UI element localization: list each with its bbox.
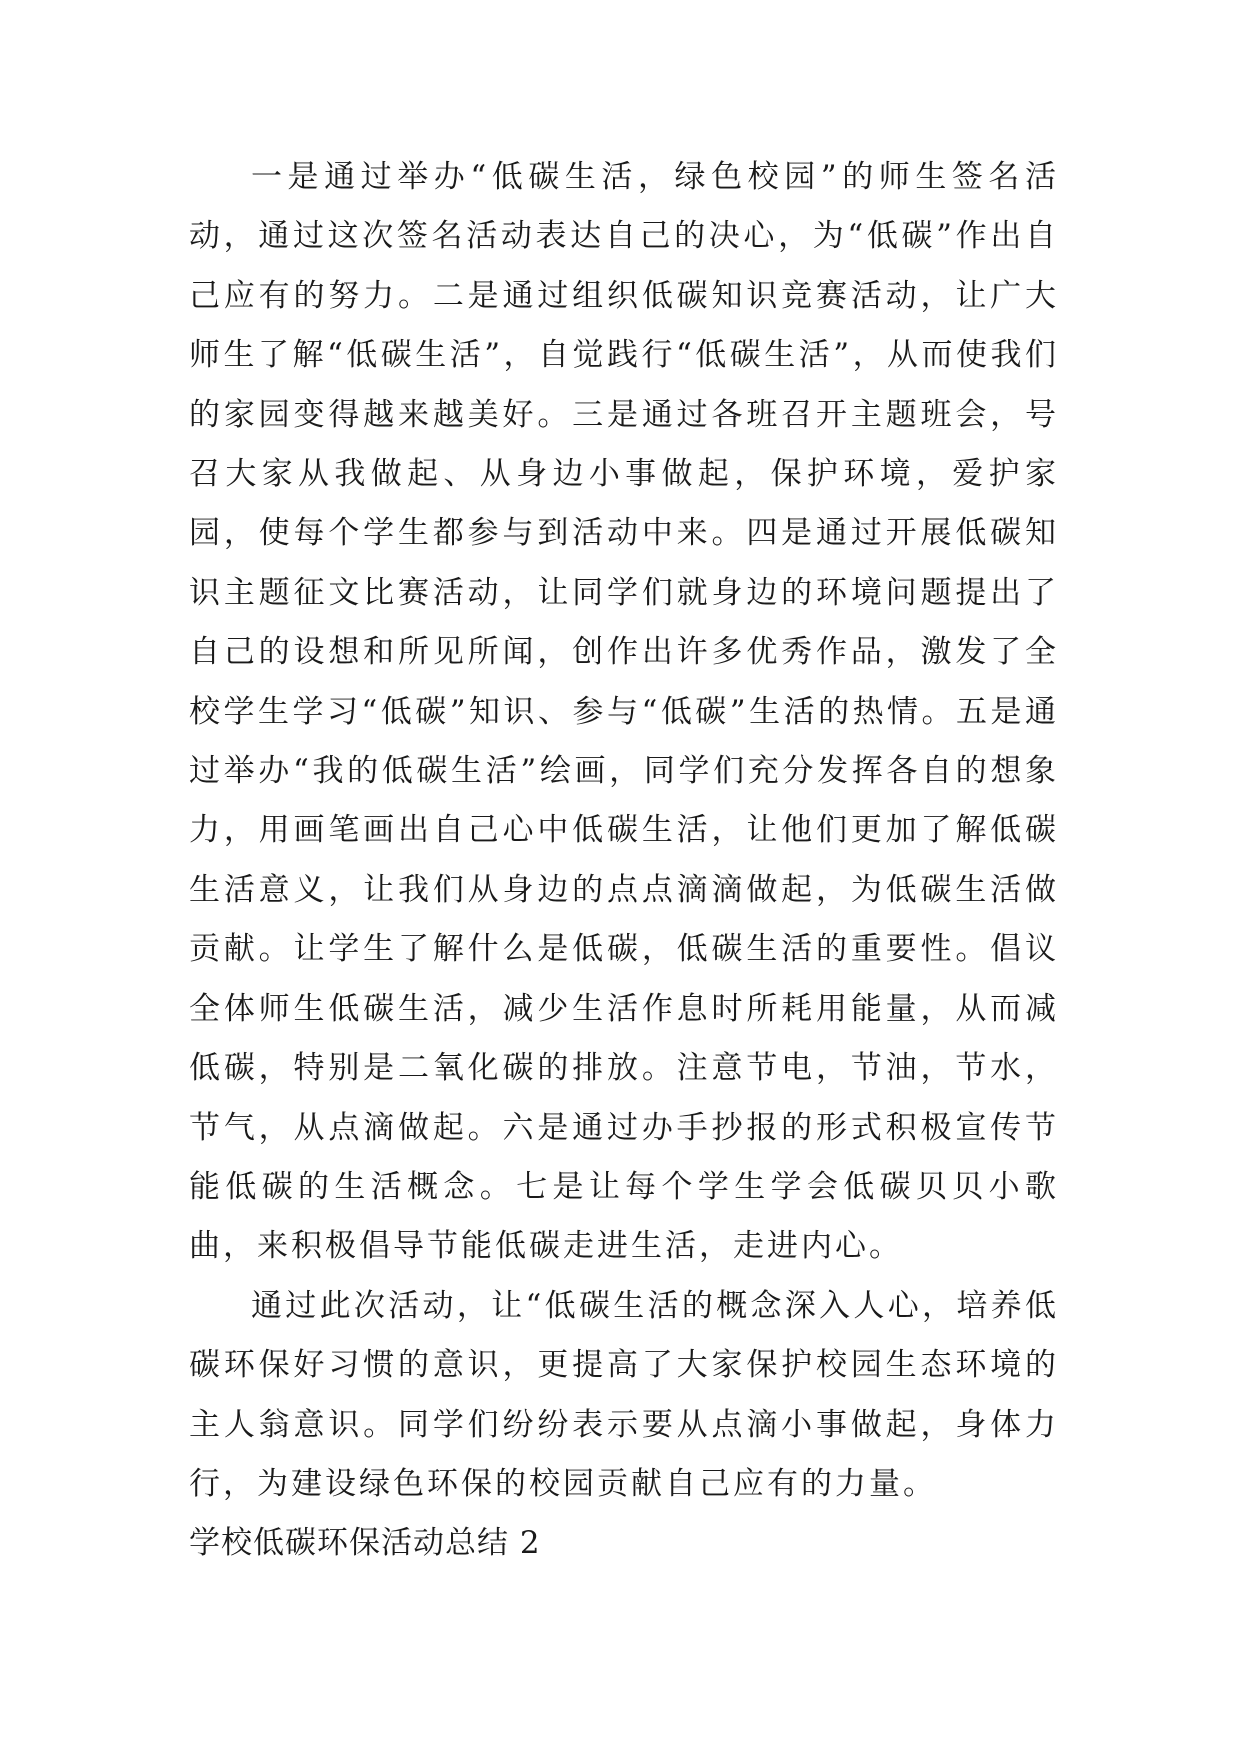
paragraph-summary: 通过此次活动，让“低碳生活的概念深入人心，培养低碳环保好习惯的意识，更提高了大家保护校园生态环境的主人翁意识。同学们纷纷表示要从点滴小事做起，身体力行，为建设绿色环保的校园贡献自己应有的力量。 [189,1287,1059,1502]
section-heading: 学校低碳环保活动总结 2 [189,1525,541,1562]
document-body [189,148,1059,1574]
paragraph-activities: 一是通过举办“低碳生活，绿色校园”的师生签名活动，通过这次签名活动表达自己的决心，为“低碳”作出自己应有的努力。二是通过组织低碳知识竞赛活动，让广大师生了解“低碳生活”，自觉践行“低碳生活”，从而使我们的家园变得越来越美好。三是通过各班召开主题班会，号召大家从我做起、从身边小事做起，保护环境，爱护家园，使每个学生都参与到活动中来。四是通过开展低碳知识主题征文比赛活动，让同学们就身边的环境问题提出了自己的设想和所见所闻，创作出许多优秀作品，激发了全校学生学习“低碳”知识、参与“低碳”生活的热情。五是通过举办“我的低碳生活”绘画，同学们充分发挥各自的想象力，用画笔画出自己心中低碳生活，让他们更加了解低碳生活意义，让我们从身边的点点滴滴做起，为低碳生活做贡献。让学生了解什么是低碳，低碳生活的重要性。倡议全体师生低碳生活，减少生活作息时所耗用能量，从而减低碳，特别是二氧化碳的排放。注意节电，节油，节水，节气，从点滴做起。六是通过办手抄报的形式积极宣传节能低碳的生活概念。七是让每个学生学会低碳贝贝小歌曲，来积极倡导节能低碳走进生活，走进内心。 [189,159,1059,1265]
